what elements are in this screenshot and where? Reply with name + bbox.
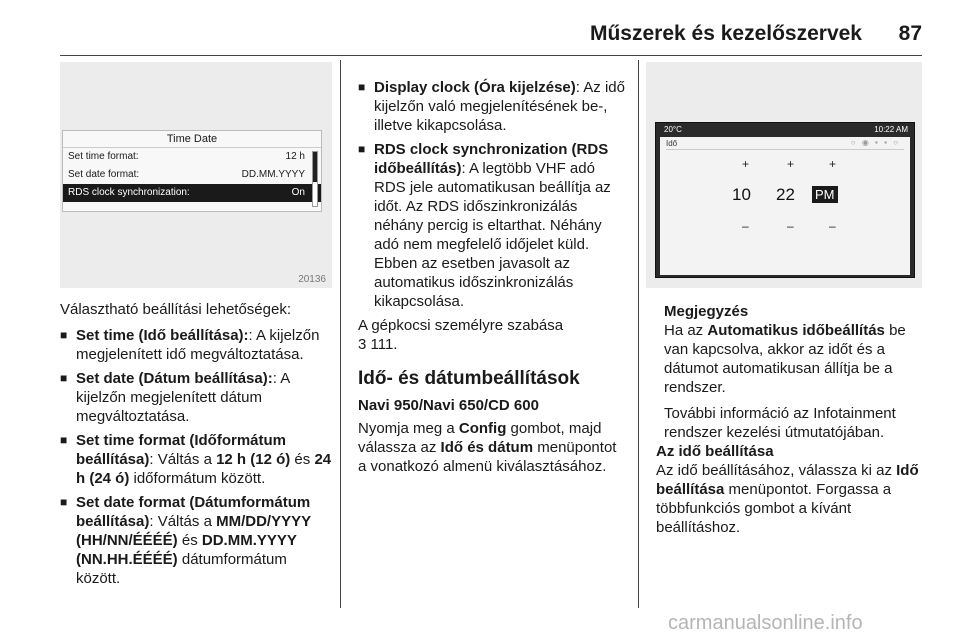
note-text: További információ az Infotainment rendszer kezelési útmutatójában. — [664, 405, 896, 441]
reference-text — [358, 316, 628, 354]
watermark: carmanualsonline.info — [668, 612, 863, 634]
term: RDS clock synchronization (RDS időbeállítás) — [374, 141, 609, 177]
text: Nyomja meg a — [358, 420, 459, 437]
list-item — [60, 369, 332, 426]
plus-icon[interactable]: + — [829, 157, 837, 171]
page-number: 87 — [898, 22, 922, 45]
bold: Idő és dátum — [440, 439, 534, 456]
figure-clock-screen — [646, 62, 922, 288]
term: Display clock (Óra kijelzése) — [374, 79, 576, 96]
desc: : A kijelzőn megjelenített dátum megváltoztatása. — [76, 370, 290, 425]
menu-row-rds-sync[interactable] — [63, 184, 321, 202]
text: menüpontot. Forgassa a többfunkciós gombot a kívánt beállításhoz. — [656, 481, 892, 536]
note-title: Megjegyzés — [664, 303, 749, 320]
status-bar — [656, 123, 914, 136]
subsection-title: Navi 950/Navi 650/CD 600 — [358, 397, 539, 414]
plus-icon[interactable]: + — [742, 157, 750, 171]
term: Set time (Idő beállítása): — [76, 327, 249, 344]
desc: : A kijelzőn megjelenített idő megváltoztatása. — [76, 327, 320, 363]
row-label: Set time format: — [68, 151, 139, 162]
note-text — [664, 321, 926, 397]
row-label: Set date format: — [68, 169, 140, 180]
menu-row-date-format[interactable] — [63, 166, 321, 184]
section-title: Idő- és dátumbeállítások — [358, 368, 580, 389]
value: MM/DD/YYYY (HH/NN/ÉÉÉÉ) — [76, 513, 311, 549]
note-block — [664, 302, 926, 449]
figure-time-date-menu — [60, 62, 332, 288]
status-clock: 10:22 AM — [874, 125, 908, 134]
column-2-text — [358, 78, 628, 483]
column-divider — [340, 60, 341, 608]
header-title: Műszerek és kezelőszervek — [589, 22, 862, 45]
intro-text: Választható beállítási lehetőségek: — [60, 301, 291, 318]
desc: és — [177, 532, 202, 549]
subsection-title: Az idő beállítása — [656, 443, 774, 460]
column-3-text — [656, 442, 926, 544]
desc: : Váltás a — [149, 451, 217, 468]
screen-label: Idő — [666, 139, 678, 148]
text: Az idő beállításához, válassza ki az — [656, 462, 897, 479]
value: 24 h (24 ó) — [76, 451, 332, 487]
text: menüpontot a vonatkozó almenü kiválasztásához. — [358, 439, 617, 475]
desc: : A legtöbb VHF adó RDS jele automatikusan beállítja az időt. Az RDS időszinkronizálás néhány percig is eltarthat. Néhány adó nem megfelelő időjelet küld. Ebben az esetben javasolt az automatikus időszinkronizálás kikapcsolása. — [374, 160, 611, 310]
desc: dátumformátum között. — [76, 551, 287, 587]
minute-value: 22 — [776, 185, 795, 204]
clock-settings-panel — [660, 137, 910, 275]
row-label: RDS clock synchronization: — [68, 187, 190, 198]
window-title: Time Date — [63, 131, 321, 148]
plus-icon[interactable]: + — [787, 157, 795, 171]
desc: : Az idő kijelzőn való megjelenítésének be-, illetve kikapcsolása. — [374, 79, 625, 134]
desc: : Váltás a — [149, 513, 217, 530]
reference-label: A gépkocsi személyre szabása — [358, 317, 564, 334]
time-date-window — [62, 130, 322, 212]
instruction-text — [358, 419, 628, 476]
scrollbar-thumb[interactable] — [313, 152, 317, 182]
options-list — [60, 326, 332, 588]
temperature: 20°C — [664, 125, 682, 134]
page-header — [60, 14, 922, 56]
status-icons: ○ ◉ ▪ ▪ ○ — [850, 138, 900, 147]
bold: Config — [458, 420, 507, 437]
text: be van kapcsolva, akkor az időt és a dátumot automatikusan állítja be a rendszer. — [664, 322, 906, 396]
hour-value: 10 — [732, 185, 751, 204]
text: Ha az — [664, 322, 708, 339]
instruction-text — [656, 461, 926, 537]
minus-icon[interactable]: – — [787, 219, 794, 233]
list-item — [60, 326, 332, 364]
desc: időformátum között. — [129, 470, 266, 487]
minus-icon[interactable]: – — [829, 219, 836, 233]
text: gombot, majd válassza az — [358, 420, 602, 456]
column-1-text — [60, 300, 332, 593]
display-screen — [655, 122, 915, 278]
figure-number: 20136 — [298, 274, 326, 285]
term: Set time format (Időformátum beállítása) — [76, 432, 287, 468]
bold: Automatikus időbeállítás — [707, 322, 885, 339]
list-item — [358, 140, 628, 311]
row-value: 12 h — [285, 151, 305, 162]
desc: és — [290, 451, 315, 468]
minus-icon[interactable]: – — [742, 219, 749, 233]
term: Set date (Dátum beállítása): — [76, 370, 273, 387]
bold: Idő beállítása — [656, 462, 919, 498]
list-item — [358, 78, 628, 135]
term: Set date format (Dátumformátum beállítása) — [76, 494, 311, 530]
list-item — [60, 493, 332, 588]
menu-row-time-format[interactable] — [63, 148, 321, 166]
row-value: DD.MM.YYYY — [241, 169, 305, 180]
header-rule — [60, 55, 922, 56]
options-list — [358, 78, 628, 311]
ampm-value: PM — [812, 186, 838, 203]
divider — [666, 149, 904, 150]
reference-page[interactable]: 111. — [366, 336, 398, 353]
list-item — [60, 431, 332, 488]
column-divider — [638, 60, 639, 608]
page-reference-icon: 3 — [358, 336, 367, 353]
row-value: On — [291, 187, 305, 198]
value: 12 h (12 ó) — [216, 451, 291, 468]
scrollbar[interactable] — [312, 151, 318, 207]
value: DD.MM.YYYY (NN.HH.ÉÉÉÉ) — [76, 532, 297, 568]
